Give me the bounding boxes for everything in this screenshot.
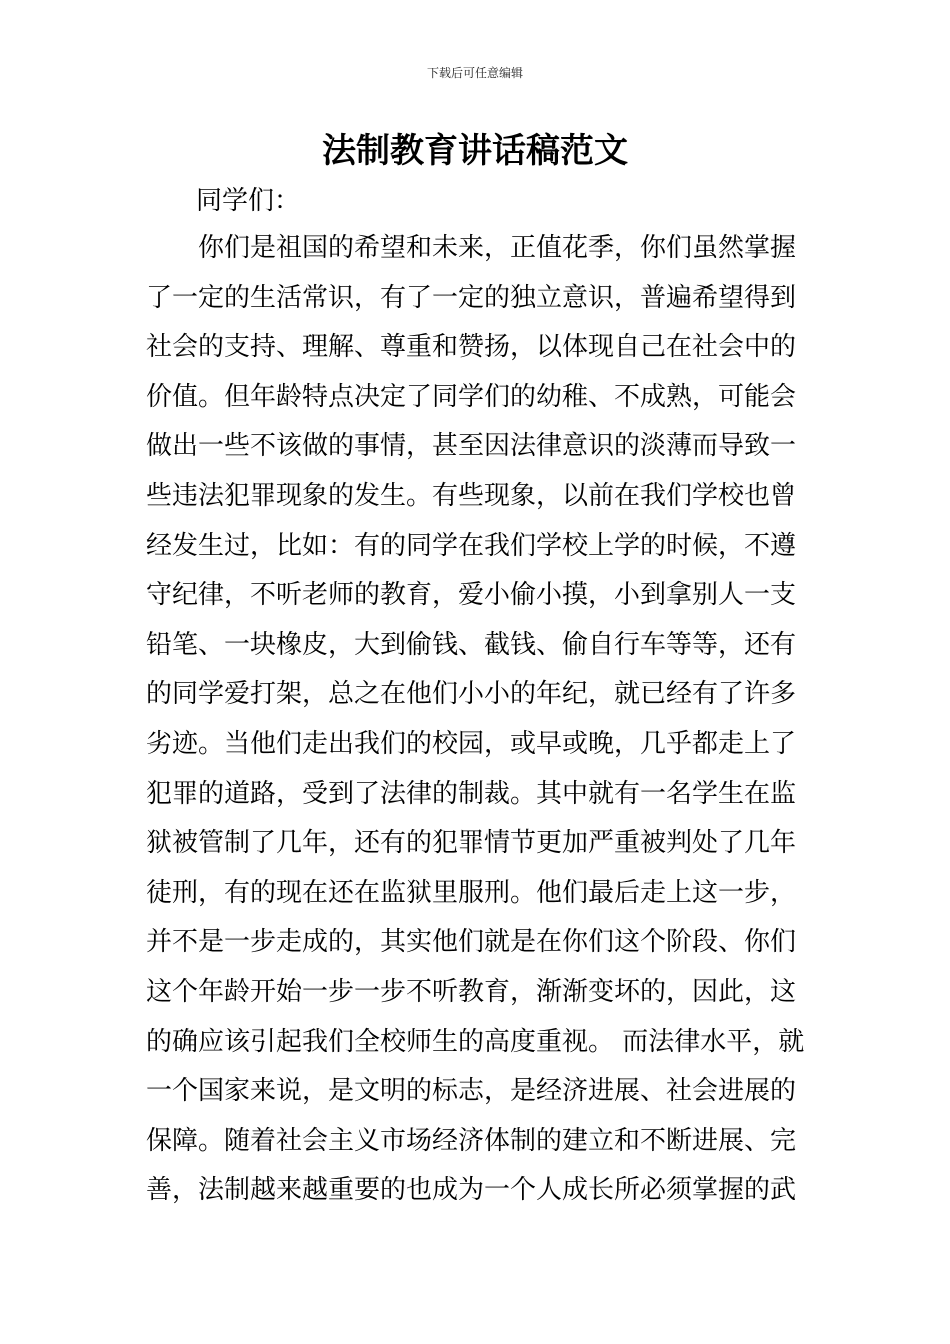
body-line: 价值。但年龄特点决定了同学们的幼稚、不成熟，可能会 <box>146 381 797 412</box>
body-line: 犯罪的道路，受到了法律的制裁。其中就有一名学生在监 <box>146 778 797 809</box>
body-line: 这个年龄开始一步一步不听教育，渐渐变坏的，因此，这 <box>146 976 797 1007</box>
body-line: 保障。随着社会主义市场经济体制的建立和不断进展、完 <box>146 1125 797 1156</box>
body-line: 狱被管制了几年，还有的犯罪情节更加严重被判处了几年 <box>146 828 797 859</box>
body-line: 了一定的生活常识，有了一定的独立意识，普遍希望得到 <box>146 282 797 313</box>
header-note: 下载后可任意编辑 <box>426 66 523 80</box>
body-line: 徒刑，有的现在还在监狱里服刑。他们最后走上这一步， <box>146 877 797 908</box>
body-line: 经发生过，比如：有的同学在我们学校上学的时候，不遵 <box>146 530 797 561</box>
body-line: 劣迹。当他们走出我们的校园，或早或晚，几乎都走上了 <box>146 728 797 759</box>
body-line: 铅笔、一块橡皮，大到偷钱、截钱、偷自行车等等，还有 <box>146 629 797 660</box>
body-line: 的同学爱打架，总之在他们小小的年纪，就已经有了许多 <box>146 679 797 710</box>
document-title: 法制教育讲话稿范文 <box>322 131 628 171</box>
body-line: 做出一些不该做的事情，甚至因法律意识的淡薄而导致一 <box>146 431 797 462</box>
body-line: 守纪律，不听老师的教育，爱小偷小摸，小到拿别人一支 <box>146 580 797 611</box>
body-line: 社会的支持、理解、尊重和赞扬，以体现自己在社会中的 <box>146 332 797 363</box>
body-line: 一个国家来说，是文明的标志，是经济进展、社会进展的 <box>146 1076 797 1107</box>
salutation: 同学们： <box>196 186 301 216</box>
body-line: 的确应该引起我们全校师生的高度重视。 而法律水平，就 <box>146 1026 805 1057</box>
body-line: 并不是一步走成的，其实他们就是在你们这个阶段、你们 <box>146 927 797 958</box>
body-line: 些违法犯罪现象的发生。有些现象，以前在我们学校也曾 <box>146 480 797 511</box>
body-paragraph <box>146 224 806 1216</box>
body-line: 你们是祖国的希望和未来，正值花季，你们虽然掌握 <box>198 233 797 263</box>
body-line: 善，法制越来越重要的也成为一个人成长所必须掌握的武 <box>146 1175 797 1206</box>
